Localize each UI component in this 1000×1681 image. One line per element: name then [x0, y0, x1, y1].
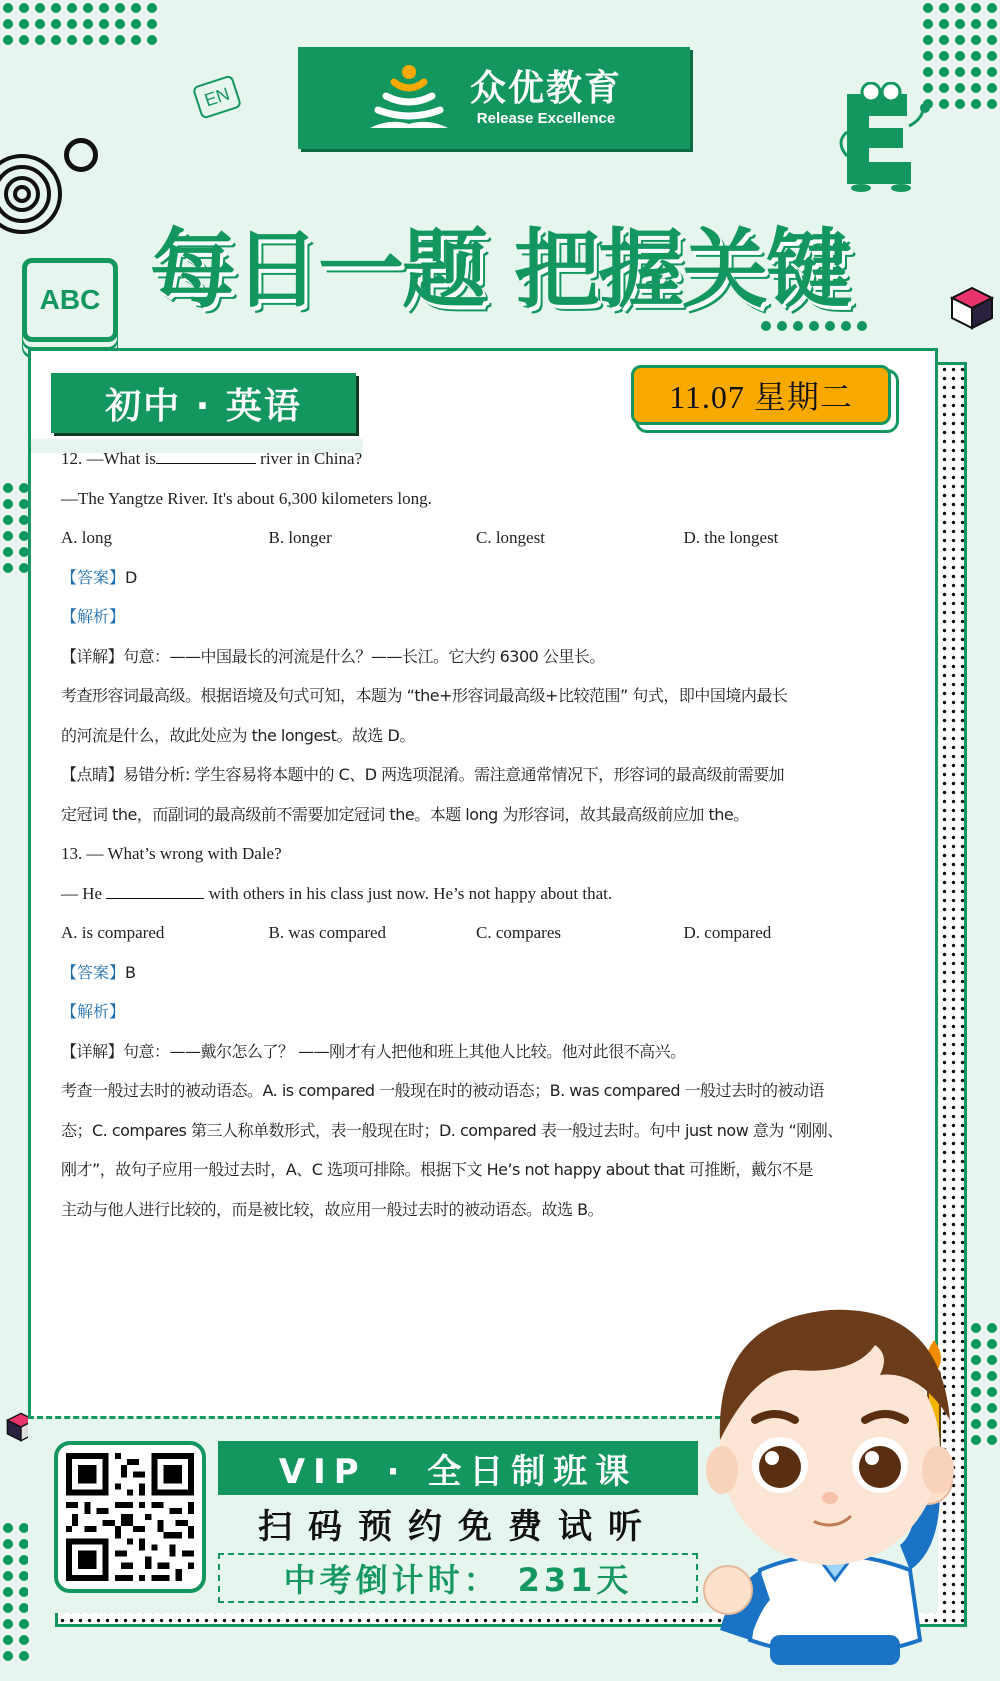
brand-logo: [298, 47, 690, 149]
page-title: 每日一题 把握关键: [150, 220, 850, 320]
boy-mascot-illustration: [700, 1270, 960, 1670]
q13-explanation-3: 刚才”，故句子应用一般过去时，A、C 选项可排除。根据下文 He’s not happy about that 可推断，戴尔不是: [61, 1160, 813, 1179]
option-b: B. was compared: [268, 923, 387, 942]
option-a: A. long: [61, 528, 112, 547]
option-a: A. is compared: [61, 923, 165, 942]
subject-tag: 初中 · 英语: [51, 373, 356, 433]
q13-reply: — He with others in his class just now. He’s not happy about that.: [61, 874, 891, 914]
q12-analysis-tag: 【解析】: [61, 607, 126, 626]
q12-stem: 12. —What is river in China?: [61, 439, 891, 479]
logo-english: Release Excellence: [476, 110, 616, 127]
q13-stem: 13. — What’s wrong with Dale?: [61, 844, 282, 863]
en-badge-icon: EN: [192, 74, 242, 119]
q12-reply: —The Yangtze River. It's about 6,300 kilometers long.: [61, 488, 432, 508]
cube-icon-right: [950, 286, 994, 330]
small-ring-icon: [64, 138, 98, 172]
dot-grid-top-left: [0, 0, 160, 48]
qr-code-icon: [66, 1453, 194, 1581]
q13-explanation-2: 态；C. compares 第三人称单数形式，表一般现在时；D. compared 表一般过去时。句中 just now 意为 “刚刚、: [61, 1120, 843, 1140]
option-c: C. longest: [476, 528, 545, 547]
q12-explanation-1: 考查形容词最高级。根据语境及句式可知，本题为 “the+形容词最高级+比较范围” 句式，即中国境内最长: [61, 686, 788, 705]
abc-text: ABC: [39, 284, 101, 315]
q12-options: [61, 518, 891, 558]
logo-tree-book-icon: [366, 62, 452, 134]
q12-tip-2: 定冠词 the，而副词的最高级前不需要加定冠词 the。本题 long 为形容词，故其最高级前应加 the。: [61, 804, 749, 824]
dot-grid-right-bottom: [968, 1320, 1000, 1448]
option-b: B. longer: [268, 528, 332, 547]
option-d: D. the longest: [683, 528, 779, 547]
q13-answer: 【答案】B: [61, 962, 136, 982]
q13-explanation-1: 考查一般过去时的被动语态。A. is compared 一般现在时的被动语态；B. was compared 一般过去时的被动语: [61, 1081, 825, 1100]
q13-options: [61, 913, 891, 953]
q12-explanation-2: 的河流是什么，故此处应为 the longest。故选 D。: [61, 725, 415, 745]
answer-blank: [156, 446, 256, 464]
q12-answer: 【答案】D: [61, 567, 137, 587]
scan-to-book-text: 扫码预约免费试听: [258, 1506, 658, 1547]
question-content: [61, 439, 891, 1229]
logo-chinese: 众优教育: [469, 68, 622, 109]
option-d: D. compared: [683, 923, 772, 942]
vip-course-banner: VIP · 全日制班课: [218, 1441, 698, 1495]
q13-explanation-4: 主动与他人进行比较的，而是被比较，故应用一般过去时的被动语态。故选 B。: [61, 1199, 604, 1219]
countdown-value: 231天: [517, 1561, 633, 1599]
answer-blank: [106, 881, 204, 899]
q13-analysis-tag: 【解析】: [61, 1002, 126, 1021]
countdown-label: 中考倒计时：: [283, 1561, 500, 1599]
letter-e-mascot-icon: [835, 82, 935, 192]
q12-tip-1: 【点睛】易错分析: 学生容易将本题中的 C、D 两选项混淆。需注意通常情况下，形容词的最高级前需要加: [61, 765, 785, 784]
exam-countdown: [218, 1553, 698, 1603]
date-tag: 11.07 星期二: [631, 365, 891, 425]
abc-board-icon: [22, 258, 118, 342]
qr-code[interactable]: [54, 1441, 206, 1593]
option-c: C. compares: [476, 923, 561, 942]
q13-detail: 【详解】句意：——戴尔怎么了？ ——刚才有人把他和班上其他人比较。他对此很不高兴。: [61, 1041, 686, 1061]
q12-detail: 【详解】句意：——中国最长的河流是什么？——长江。它大约 6300 公里长。: [61, 646, 605, 666]
